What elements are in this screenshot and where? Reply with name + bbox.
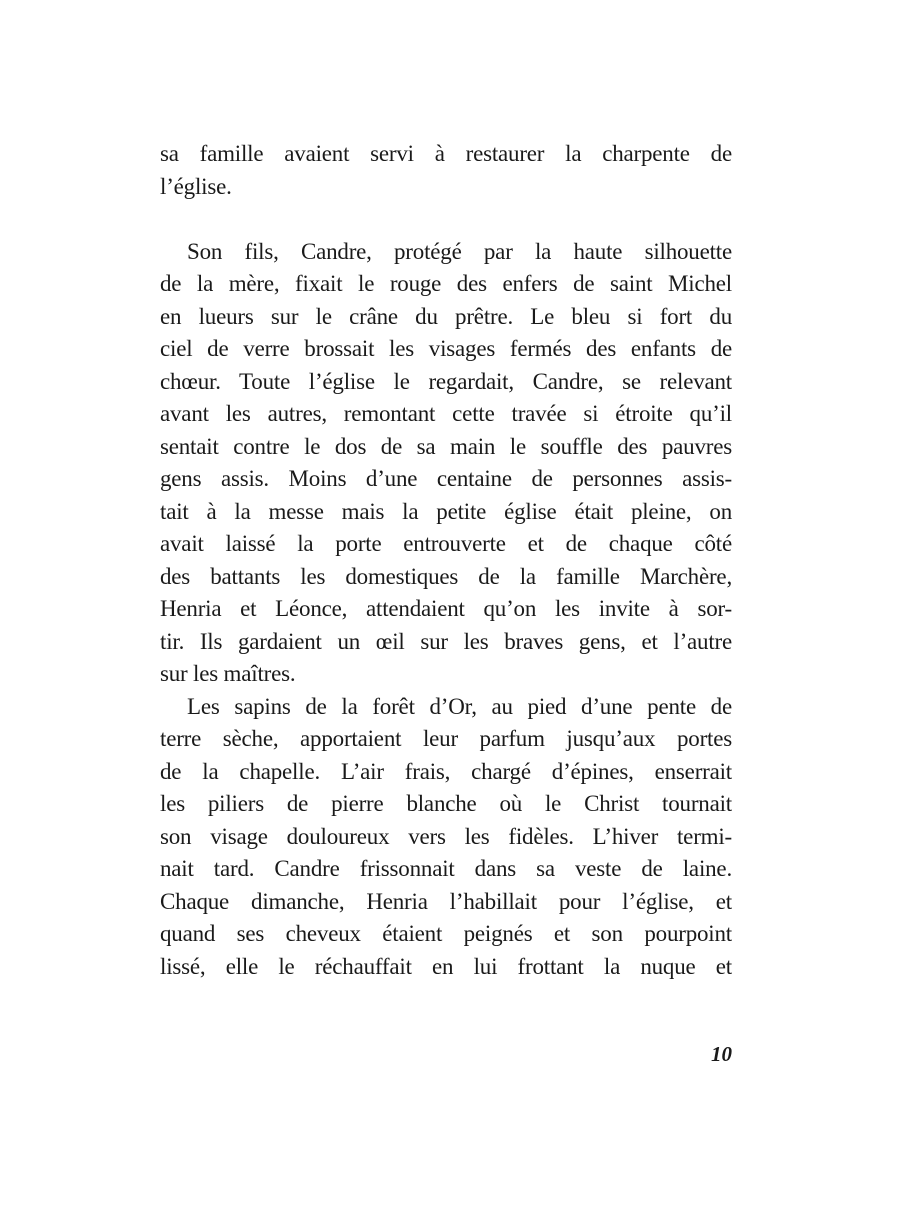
text-line: Son fils, Candre, protégé par la haute silhouette xyxy=(187,238,732,264)
text-line: sur les maîtres. xyxy=(160,661,296,686)
text-line: avant les autres, remontant cette travée si étroite qu’il xyxy=(160,401,732,426)
text-line: Les sapins de la forêt d’Or, au pied d’une pente de xyxy=(187,693,732,719)
text-line: son visage douloureux vers les fidèles. L’hiver termi- xyxy=(160,823,732,849)
text-line: nait tard. Candre frissonnait dans sa veste de laine. xyxy=(160,856,732,881)
text-line: de la chapelle. L’air frais, chargé d’épines, enserrait xyxy=(160,758,732,784)
text-line: avait laissé la porte entrouverte et de chaque côté xyxy=(160,531,732,556)
text-line: Henria et Léonce, attendaient qu’on les invite à sor- xyxy=(160,596,732,621)
text-line: l’église. xyxy=(160,173,232,199)
text-line: Chaque dimanche, Henria l’habillait pour l’église, et xyxy=(160,888,732,914)
text-line: les piliers de pierre blanche où le Christ tournait xyxy=(160,791,732,816)
text-line: tir. Ils gardaient un œil sur les braves gens, et l’autre xyxy=(160,628,732,654)
text-line: de la mère, fixait le rouge des enfers de saint Michel xyxy=(160,271,732,296)
paragraph xyxy=(160,691,732,984)
text-line: des battants les domestiques de la famille Marchère, xyxy=(160,563,732,589)
text-line: en lueurs sur le crâne du prêtre. Le bleu si fort du xyxy=(160,303,732,329)
text-line: sa famille avaient servi à restaurer la charpente de xyxy=(160,141,732,166)
page-number: 10 xyxy=(711,1042,732,1066)
text-line: lissé, elle le réchauffait en lui frottant la nuque et xyxy=(160,953,732,979)
text-line: sentait contre le dos de sa main le souffle des pauvres xyxy=(160,433,732,459)
text-line: chœur. Toute l’église le regardait, Candre, se relevant xyxy=(160,368,732,394)
paragraph xyxy=(160,236,732,691)
text-line: tait à la messe mais la petite église était pleine, on xyxy=(160,498,732,524)
paragraph xyxy=(160,138,732,203)
paragraph-gap xyxy=(160,203,732,236)
text-block xyxy=(160,138,732,983)
text-line: gens assis. Moins d’une centaine de personnes assis- xyxy=(160,466,732,491)
text-line: terre sèche, apportaient leur parfum jusqu’aux portes xyxy=(160,726,732,751)
text-line: quand ses cheveux étaient peignés et son pourpoint xyxy=(160,921,732,946)
text-line: ciel de verre brossait les visages fermés des enfants de xyxy=(160,336,732,361)
